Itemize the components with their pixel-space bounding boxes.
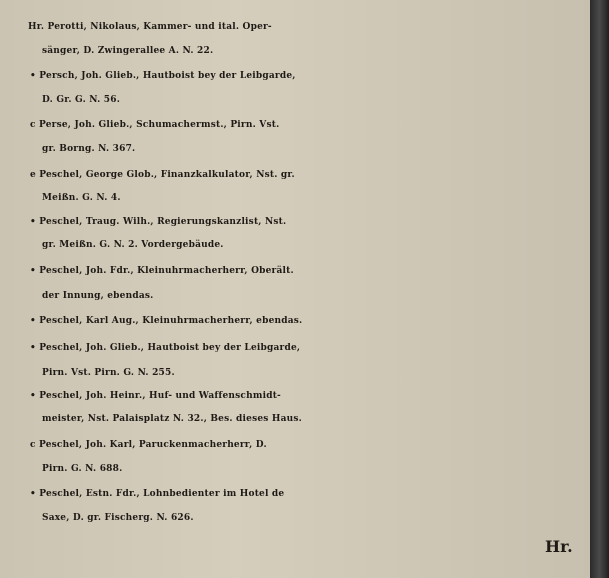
entry-8-line-1: • Peschel, Joh. Glieb., Hautboist bey der Leibgarde, bbox=[30, 343, 301, 353]
entry-10-line-1: c Peschel, Joh. Karl, Paruckenmacherherr, D. bbox=[30, 440, 267, 450]
entry-1-line-1: Hr. Perotti, Nikolaus, Kammer- und ital. Oper- bbox=[28, 22, 272, 32]
entry-6-line-2: der Innung, ebendas. bbox=[42, 291, 154, 301]
catchword: Hr. bbox=[545, 537, 573, 556]
entry-2-line-1: • Persch, Joh. Glieb., Hautboist bey der Leibgarde, bbox=[30, 71, 296, 81]
entry-4-line-1: e Peschel, George Glob., Finanzkalkulator, Nst. gr. bbox=[30, 170, 295, 180]
entry-1-line-2: sänger, D. Zwingerallee A. N. 22. bbox=[42, 46, 214, 56]
entry-5-line-2: gr. Meißn. G. N. 2. Vordergebäude. bbox=[42, 240, 224, 250]
entry-11-line-1: • Peschel, Estn. Fdr., Lohnbedienter im Hotel de bbox=[30, 489, 285, 499]
entry-9-line-2: meister, Nst. Palaisplatz N. 32., Bes. dieses Haus. bbox=[42, 414, 302, 424]
entry-6-line-1: • Peschel, Joh. Fdr., Kleinuhrmacherherr, Oberält. bbox=[30, 266, 294, 276]
book-spine-edge bbox=[590, 0, 609, 578]
entry-3-line-1: c Perse, Joh. Glieb., Schumachermst., Pirn. Vst. bbox=[30, 120, 280, 130]
entry-10-line-2: Pirn. G. N. 688. bbox=[42, 464, 123, 474]
entry-3-line-2: gr. Borng. N. 367. bbox=[42, 144, 136, 154]
entry-8-line-2: Pirn. Vst. Pirn. G. N. 255. bbox=[42, 368, 175, 378]
entry-9-line-1: • Peschel, Joh. Heinr., Huf- und Waffenschmidt- bbox=[30, 391, 281, 401]
entry-4-line-2: Meißn. G. N. 4. bbox=[42, 193, 121, 203]
entry-5-line-1: • Peschel, Traug. Wilh., Regierungskanzlist, Nst. bbox=[30, 217, 287, 227]
entry-7-line-1: • Peschel, Karl Aug., Kleinuhrmacherherr, ebendas. bbox=[30, 316, 303, 326]
entry-2-line-2: D. Gr. G. N. 56. bbox=[42, 95, 121, 105]
entry-11-line-2: Saxe, D. gr. Fischerg. N. 626. bbox=[42, 513, 194, 523]
